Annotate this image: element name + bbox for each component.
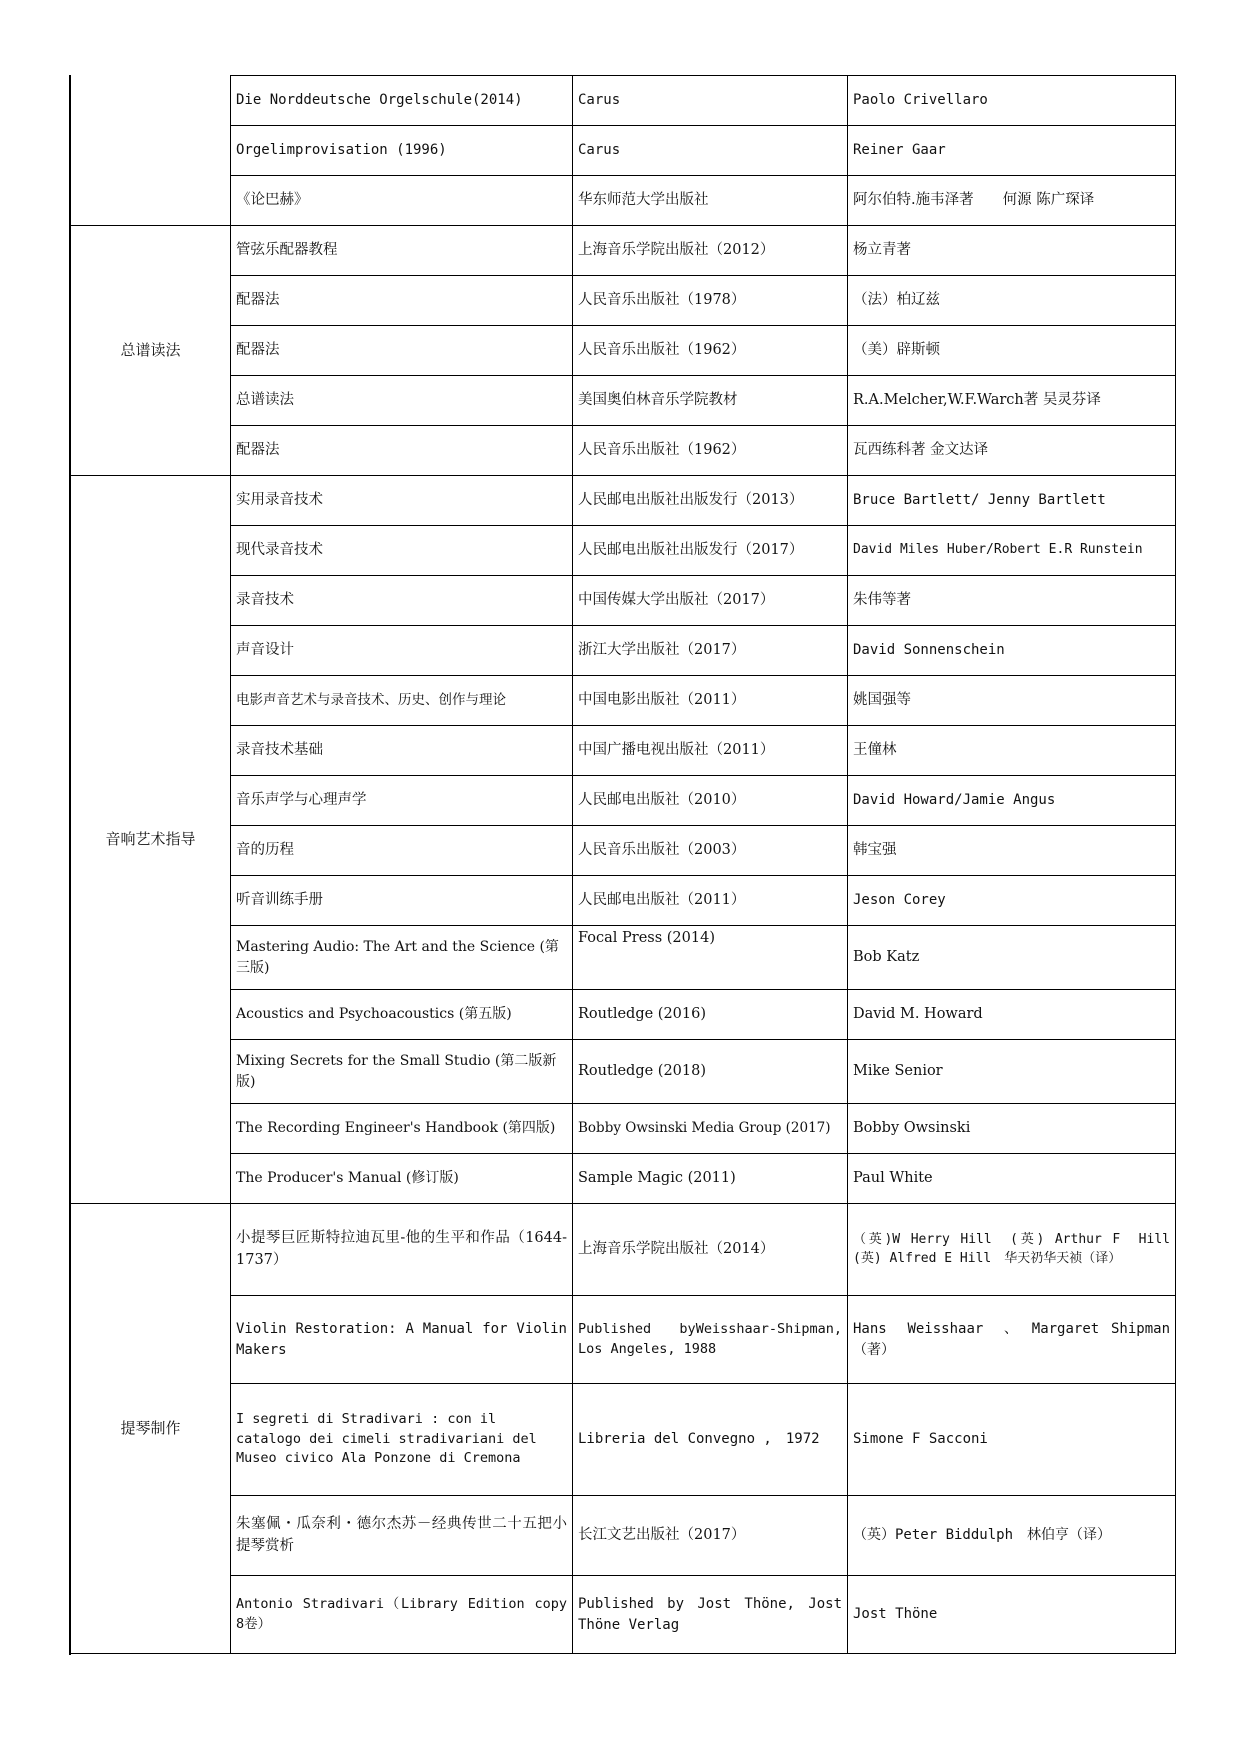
book-publisher: 人民邮电出版社（2011）	[573, 876, 848, 926]
table-row	[71, 1040, 1176, 1104]
book-title: 配器法	[231, 426, 573, 476]
book-author: 杨立青著	[848, 226, 1176, 276]
book-author: 瓦西练科著 金文达译	[848, 426, 1176, 476]
book-publisher: 上海音乐学院出版社（2014）	[573, 1204, 848, 1296]
book-publisher: 上海音乐学院出版社（2012）	[573, 226, 848, 276]
table-row	[71, 826, 1176, 876]
table-row	[71, 1104, 1176, 1154]
table-row	[71, 926, 1176, 990]
book-publisher: 长江文艺出版社（2017）	[573, 1496, 848, 1576]
book-title: Die Norddeutsche Orgelschule(2014)	[231, 76, 573, 126]
book-author: 朱伟等著	[848, 576, 1176, 626]
book-author: Paul White	[848, 1154, 1176, 1204]
book-publisher: 中国传媒大学出版社（2017）	[573, 576, 848, 626]
table-row	[71, 1576, 1176, 1654]
table-row	[71, 990, 1176, 1040]
book-publisher: 中国电影出版社（2011）	[573, 676, 848, 726]
book-publisher: Sample Magic (2011)	[573, 1154, 848, 1204]
book-publisher: Published by Jost Thöne, Jost Thöne Verlag	[573, 1576, 848, 1654]
table-row	[71, 576, 1176, 626]
table-row	[71, 126, 1176, 176]
book-author: Bob Katz	[848, 926, 1176, 990]
book-author: Simone F Sacconi	[848, 1384, 1176, 1496]
book-author: （美）辟斯顿	[848, 326, 1176, 376]
book-publisher: 人民音乐出版社（2003）	[573, 826, 848, 876]
book-title: 听音训练手册	[231, 876, 573, 926]
book-author: David M. Howard	[848, 990, 1176, 1040]
book-author: Mike Senior	[848, 1040, 1176, 1104]
book-author: Bobby Owsinski	[848, 1104, 1176, 1154]
book-publisher: 人民邮电出版社（2010）	[573, 776, 848, 826]
table-row	[71, 1296, 1176, 1384]
book-title: 总谱读法	[231, 376, 573, 426]
book-title: 配器法	[231, 276, 573, 326]
book-title: 录音技术	[231, 576, 573, 626]
book-author: 姚国强等	[848, 676, 1176, 726]
table-row	[71, 526, 1176, 576]
book-title: Antonio Stradivari（Library Edition copy 8卷）	[231, 1576, 573, 1654]
book-publisher: 人民音乐出版社（1962）	[573, 426, 848, 476]
book-title: 录音技术基础	[231, 726, 573, 776]
book-title: 朱塞佩・瓜奈利・德尔杰苏－经典传世二十五把小提琴赏析	[231, 1496, 573, 1576]
table-row	[71, 276, 1176, 326]
table-row	[71, 676, 1176, 726]
book-publisher: Routledge (2016)	[573, 990, 848, 1040]
book-title: 音乐声学与心理声学	[231, 776, 573, 826]
book-author: Bruce Bartlett/ Jenny Bartlett	[848, 476, 1176, 526]
book-publisher: 人民音乐出版社（1962）	[573, 326, 848, 376]
category-cell: 音响艺术指导	[71, 476, 231, 1204]
book-author: David Sonnenschein	[848, 626, 1176, 676]
category-cell	[71, 76, 231, 226]
book-title: 《论巴赫》	[231, 176, 573, 226]
book-author: 王僮林	[848, 726, 1176, 776]
table-row	[71, 876, 1176, 926]
book-author: Jost Thöne	[848, 1576, 1176, 1654]
table-row	[71, 1154, 1176, 1204]
book-publisher: 人民邮电出版社出版发行（2017）	[573, 526, 848, 576]
book-author: Paolo Crivellaro	[848, 76, 1176, 126]
book-publisher: Focal Press (2014)	[573, 926, 848, 990]
book-title: 配器法	[231, 326, 573, 376]
table-row	[71, 626, 1176, 676]
category-cell: 总谱读法	[71, 226, 231, 476]
table-row	[71, 726, 1176, 776]
book-title: 小提琴巨匠斯特拉迪瓦里-他的生平和作品（1644-1737）	[231, 1204, 573, 1296]
book-author: David Howard/Jamie Angus	[848, 776, 1176, 826]
book-title: The Producer's Manual (修订版)	[231, 1154, 573, 1204]
table-row	[71, 76, 1176, 126]
bibliography-table	[70, 75, 1184, 1654]
book-author: （英）Peter Biddulph 林伯亨（译）	[848, 1496, 1176, 1576]
book-title: Acoustics and Psychoacoustics (第五版)	[231, 990, 573, 1040]
book-title: Mixing Secrets for the Small Studio (第二版新版)	[231, 1040, 573, 1104]
book-publisher: 浙江大学出版社（2017）	[573, 626, 848, 676]
book-title: 电影声音艺术与录音技术、历史、创作与理论	[231, 676, 573, 726]
book-author: 阿尔伯特.施韦泽著 何源 陈广琛译	[848, 176, 1176, 226]
table-row	[71, 476, 1176, 526]
book-title: 实用录音技术	[231, 476, 573, 526]
table-row	[71, 326, 1176, 376]
book-title: 声音设计	[231, 626, 573, 676]
table-row	[71, 176, 1176, 226]
book-publisher: Carus	[573, 126, 848, 176]
book-publisher: 人民音乐出版社（1978）	[573, 276, 848, 326]
book-publisher: Libreria del Convegno , 1972	[573, 1384, 848, 1496]
book-author: R.A.Melcher,W.F.Warch著 吴灵芬译	[848, 376, 1176, 426]
book-publisher: 中国广播电视出版社（2011）	[573, 726, 848, 776]
category-cell: 提琴制作	[71, 1204, 231, 1654]
table-row	[71, 1204, 1176, 1296]
table-row	[71, 776, 1176, 826]
book-title: I segreti di Stradivari : con il catalogo dei cimeli stradivariani del Museo civico Ala Ponzone di Cremona	[231, 1384, 573, 1496]
book-title: Violin Restoration: A Manual for Violin Makers	[231, 1296, 573, 1384]
table-row	[71, 1384, 1176, 1496]
book-title: 管弦乐配器教程	[231, 226, 573, 276]
book-publisher: 美国奥伯林音乐学院教材	[573, 376, 848, 426]
book-publisher: Published byWeisshaar-Shipman, Los Angeles, 1988	[573, 1296, 848, 1384]
book-author: （英)W Herry Hill (英) Arthur F Hill (英) Alfred E Hill 华天礽华天祯（译）	[848, 1204, 1176, 1296]
book-author: David Miles Huber/Robert E.R Runstein	[848, 526, 1176, 576]
book-publisher: 人民邮电出版社出版发行（2013）	[573, 476, 848, 526]
table-row	[71, 376, 1176, 426]
book-author: Jeson Corey	[848, 876, 1176, 926]
book-author: Hans Weisshaar 、 Margaret Shipman （著）	[848, 1296, 1176, 1384]
book-author: 韩宝强	[848, 826, 1176, 876]
table-row	[71, 226, 1176, 276]
book-title: 音的历程	[231, 826, 573, 876]
book-title: 现代录音技术	[231, 526, 573, 576]
book-title: Orgelimprovisation (1996)	[231, 126, 573, 176]
book-title: Mastering Audio: The Art and the Science (第三版)	[231, 926, 573, 990]
table-row	[71, 426, 1176, 476]
book-title: The Recording Engineer's Handbook (第四版)	[231, 1104, 573, 1154]
book-publisher: Carus	[573, 76, 848, 126]
book-author: Reiner Gaar	[848, 126, 1176, 176]
table-row	[71, 1496, 1176, 1576]
book-publisher: Bobby Owsinski Media Group (2017)	[573, 1104, 848, 1154]
book-author: （法）柏辽兹	[848, 276, 1176, 326]
book-publisher: 华东师范大学出版社	[573, 176, 848, 226]
book-publisher: Routledge (2018)	[573, 1040, 848, 1104]
